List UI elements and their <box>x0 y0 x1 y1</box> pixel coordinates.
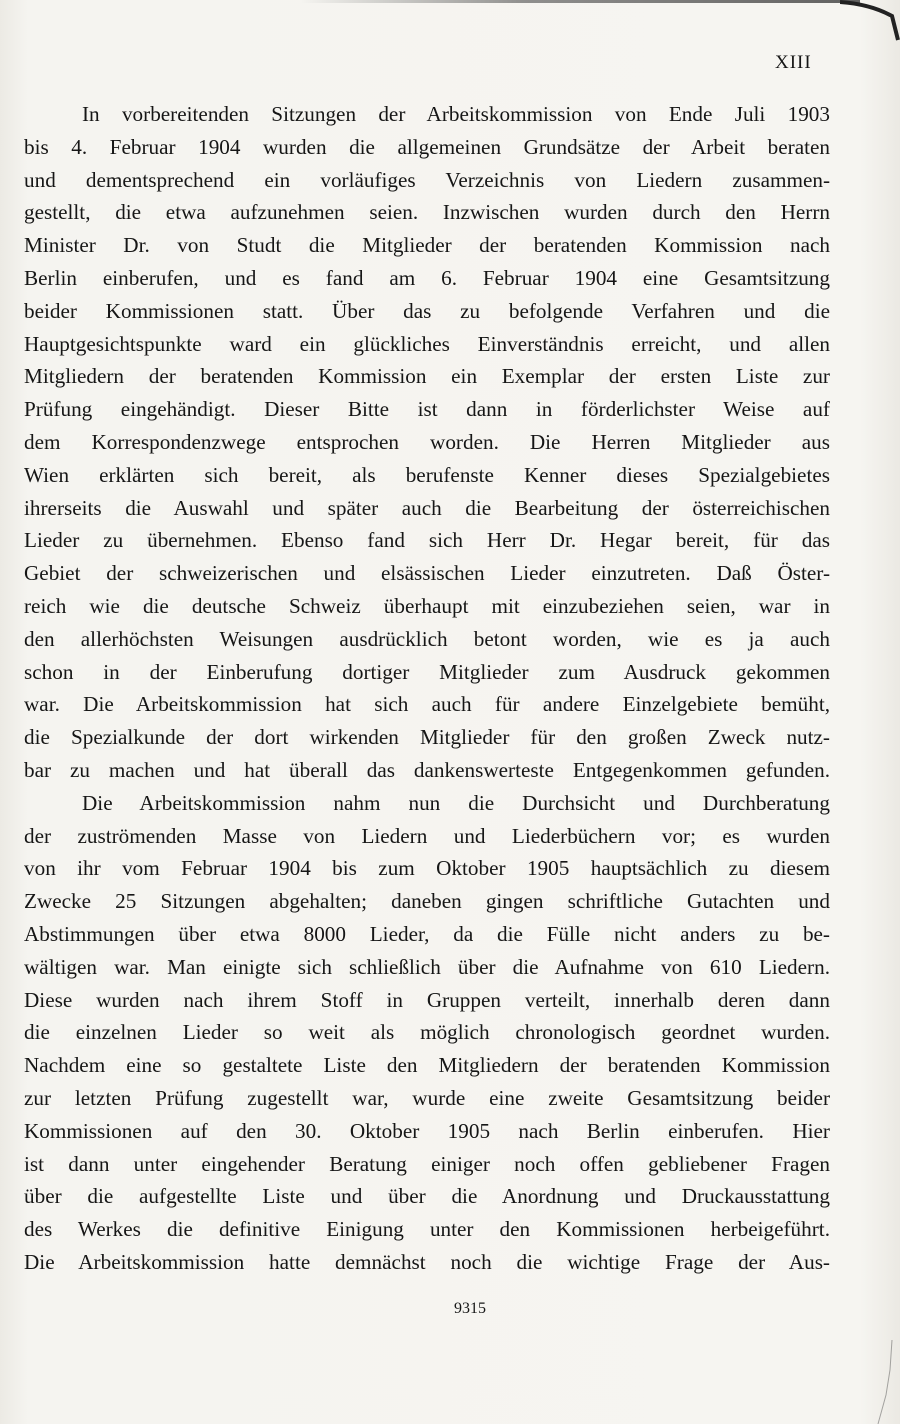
text-line: über die aufgestellte Liste und über die Anordnung und Druckausstattung <box>24 1184 830 1209</box>
text-line: den allerhöchsten Weisungen ausdrücklich betont worden, wie es ja auch <box>24 626 830 651</box>
text-line: Die Arbeitskommission nahm nun die Durchsicht und Durchberatung <box>82 790 830 815</box>
signature-number: 9315 <box>454 1300 486 1317</box>
text-line: bis 4. Februar 1904 wurden die allgemeinen Grundsätze der Arbeit beraten <box>24 134 830 159</box>
text-line: Wien erklärten sich bereit, als berufenste Kenner dieses Spezialgebietes <box>24 462 830 487</box>
page-header-number: XIII <box>775 52 812 73</box>
text-line: des Werkes die definitive Einigung unter den Kommissionen herbeigeführt. <box>24 1217 830 1242</box>
text-line: bar zu machen und hat überall das dankenswerteste Entgegenkommen gefunden. <box>24 757 830 782</box>
text-line: schon in der Einberufung dortiger Mitglieder zum Ausdruck gekommen <box>24 659 830 684</box>
corner-fold-mark <box>840 0 900 45</box>
text-line: reich wie die deutsche Schweiz überhaupt mit einzubeziehen seien, war in <box>24 593 830 618</box>
text-line: Nachdem eine so gestaltete Liste den Mitgliedern der beratenden Kommission <box>24 1053 830 1078</box>
text-line: Zwecke 25 Sitzungen abgehalten; daneben gingen schriftliche Gutachten und <box>24 889 830 914</box>
text-line: ist dann unter eingehender Beratung einiger noch offen gebliebener Fragen <box>24 1151 830 1176</box>
text-line: Die Arbeitskommission hatte demnächst noch die wichtige Frage der Aus- <box>24 1249 830 1274</box>
text-line: Minister Dr. von Studt die Mitglieder der beratenden Kommission nach <box>24 233 830 258</box>
body-text <box>24 98 830 1279</box>
text-line: In vorbereitenden Sitzungen der Arbeitskommission von Ende Juli 1903 <box>82 102 830 126</box>
page-top-edge-shadow <box>300 0 860 3</box>
text-line: war. Die Arbeitskommission hat sich auch für andere Einzelgebiete bemüht, <box>24 692 830 717</box>
text-line: Abstimmungen über etwa 8000 Lieder, da die Fülle nicht anders zu be- <box>24 921 830 946</box>
page-edge-wear <box>874 1340 894 1424</box>
text-line: gestellt, die etwa aufzunehmen seien. Inzwischen wurden durch den Herrn <box>24 200 830 225</box>
text-line: und dementsprechend ein vorläufiges Verzeichnis von Liedern zusammen- <box>24 167 830 192</box>
text-line: Diese wurden nach ihrem Stoff in Gruppen verteilt, innerhalb deren dann <box>24 987 830 1012</box>
text-line: Kommissionen auf den 30. Oktober 1905 nach Berlin einberufen. Hier <box>24 1118 830 1143</box>
printer-signature <box>0 1300 900 1318</box>
text-line: Lieder zu übernehmen. Ebenso fand sich Herr Dr. Hegar bereit, für das <box>24 528 830 553</box>
text-line: von ihr vom Februar 1904 bis zum Oktober 1905 hauptsächlich zu diesem <box>24 856 830 881</box>
text-line: dem Korrespondenzwege entsprochen worden. Die Herren Mitglieder aus <box>24 429 830 454</box>
text-line: zur letzten Prüfung zugestellt war, wurde eine zweite Gesamtsitzung beider <box>24 1085 830 1110</box>
text-line: die einzelnen Lieder so weit als möglich chronologisch geordnet wurden. <box>24 1020 830 1045</box>
text-line: beider Kommissionen statt. Über das zu befolgende Verfahren und die <box>24 298 830 323</box>
text-line: Berlin einberufen, und es fand am 6. Februar 1904 eine Gesamtsitzung <box>24 265 830 290</box>
text-line: die Spezialkunde der dort wirkenden Mitglieder für den großen Zweck nutz- <box>24 725 830 750</box>
text-line: ihrerseits die Auswahl und später auch die Bearbeitung der österreichischen <box>24 495 830 520</box>
text-line: Mitgliedern der beratenden Kommission ein Exemplar der ersten Liste zur <box>24 364 830 389</box>
text-line: der zuströmenden Masse von Liedern und Liederbüchern vor; es wurden <box>24 823 830 848</box>
corner-fold-graphic <box>840 0 900 45</box>
text-line: Gebiet der schweizerischen und elsässischen Lieder einzutreten. Daß Öster- <box>24 561 830 586</box>
text-line: Hauptgesichtspunkte ward ein glückliches Einverständnis erreicht, und allen <box>24 331 830 356</box>
text-line: wältigen war. Man einigte sich schließlich über die Aufnahme von 610 Liedern. <box>24 954 830 979</box>
text-line: Prüfung eingehändigt. Dieser Bitte ist dann in förderlichster Weise auf <box>24 397 830 422</box>
